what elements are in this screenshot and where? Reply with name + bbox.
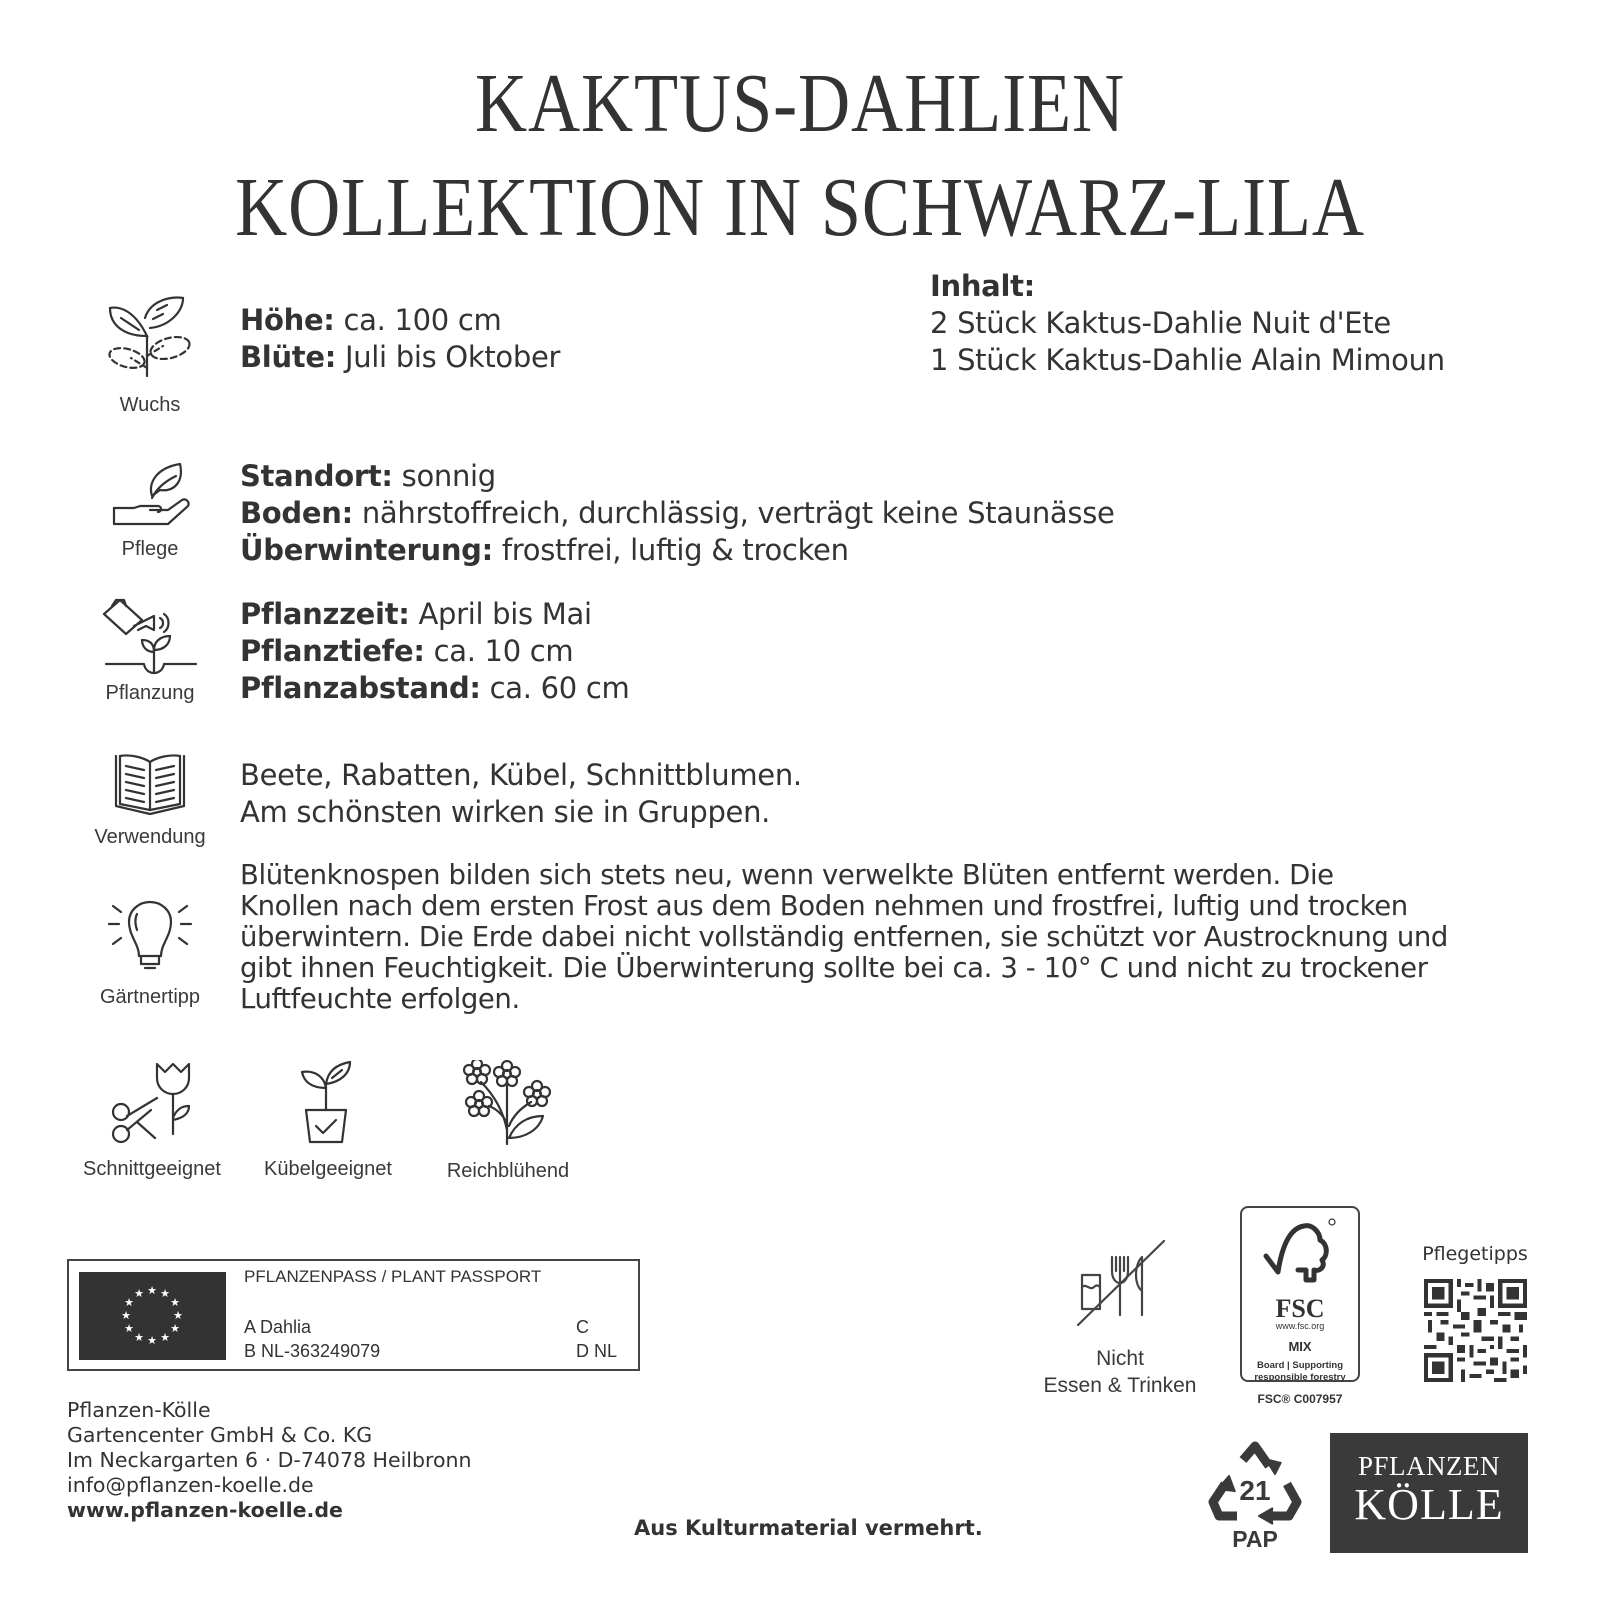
contents-heading: Inhalt: <box>930 269 1035 303</box>
svg-text:★: ★ <box>170 1296 180 1309</box>
svg-text:21: 21 <box>1239 1475 1271 1506</box>
wuchs-hoehe: Höhe: ca. 100 cm <box>240 303 502 337</box>
plant-growth-icon <box>105 296 195 382</box>
fsc-board: Board | Supporting responsible forestry <box>1254 1360 1346 1383</box>
svg-text:★: ★ <box>160 1331 170 1344</box>
contents-item: 1 Stück Kaktus-Dahlie Alain Mimoun <box>930 343 1445 377</box>
feature-schnittgeeignet <box>62 1060 242 1181</box>
verwendung-line: Am schönsten wirken sie in Gruppen. <box>240 795 771 829</box>
fsc-label <box>1240 1206 1360 1406</box>
svg-text:★: ★ <box>160 1287 170 1300</box>
fsc-code: FSC® C007957 <box>1257 1392 1343 1406</box>
plant-passport-a: A Dahlia <box>244 1317 312 1337</box>
recycling-triangle-icon <box>1207 1440 1303 1526</box>
plant-passport-d: D NL <box>576 1341 618 1361</box>
fsc-word: FSC <box>1275 1294 1325 1323</box>
title-line-2: KOLLEKTION IN SCHWARZ-LILA <box>235 161 1365 254</box>
plant-passport-c: C <box>576 1317 589 1337</box>
pflanzung-text <box>240 596 629 707</box>
open-book-icon <box>110 752 190 816</box>
feature-label: Kübelgeeignet <box>264 1158 392 1180</box>
svg-text:★: ★ <box>124 1296 134 1309</box>
tipp-line: Blütenknospen bilden sich stets neu, wenn verwelkte Blüten entfernt werden. Die <box>240 859 1334 891</box>
pflege-icon-col <box>70 458 230 561</box>
pflege-label: Pflege <box>121 538 179 560</box>
svg-text:★: ★ <box>134 1287 144 1300</box>
wuchs-icon-col <box>70 296 230 417</box>
flower-bouquet-icon <box>463 1060 553 1146</box>
pflanzung-zeit: Pflanzzeit: April bis Mai <box>240 597 592 631</box>
fsc-tree-check-icon <box>1260 1216 1340 1290</box>
brand-logo <box>1330 1433 1528 1553</box>
care-tips-qr <box>1415 1243 1535 1382</box>
fsc-url: www.fsc.org <box>1275 1321 1325 1331</box>
gaertnertipp-label: Gärtnertipp <box>99 986 201 1008</box>
verwendung-text <box>240 757 802 831</box>
tipp-line: überwintern. Die Erde dabei nicht vollständig entfernen, sie schützt vor Austrocknung und <box>240 921 1448 953</box>
email-link[interactable]: info@pflanzen-koelle.de <box>67 1473 314 1497</box>
contents-item: 2 Stück Kaktus-Dahlie Nuit d'Ete <box>930 306 1391 340</box>
qr-code-icon[interactable] <box>1424 1279 1527 1382</box>
gaertnertipp-icon-col <box>70 900 230 1009</box>
pflege-boden: Boden: nährstoffreich, durchlässig, verträgt keine Staunässe <box>240 496 1115 530</box>
wuchs-bluete: Blüte: Juli bis Oktober <box>240 340 561 374</box>
gaertnertipp-text <box>240 860 1540 1015</box>
address-line: Gartencenter GmbH & Co. KG <box>67 1423 373 1447</box>
pflege-ueberwinterung: Überwinterung: frostfrei, luftig & trocken <box>240 533 849 567</box>
plant-passport-b: B NL-363249079 <box>244 1341 381 1361</box>
title-line-1: KAKTUS-DAHLIEN <box>474 57 1126 150</box>
company-address <box>67 1398 472 1523</box>
pflege-standort: Standort: sonnig <box>240 459 496 493</box>
scissors-tulip-icon <box>107 1060 197 1144</box>
pflanzung-tiefe: Pflanztiefe: ca. 10 cm <box>240 634 574 668</box>
svg-text:★: ★ <box>147 1334 157 1347</box>
feature-label: Reichblühend <box>446 1160 570 1182</box>
plant-passport <box>67 1259 640 1371</box>
pflanzung-icon-col <box>70 596 230 705</box>
feature-reichbluehend <box>418 1060 598 1183</box>
hand-leaf-icon <box>108 458 192 530</box>
feature-kuebelgeeignet <box>238 1060 418 1181</box>
wuchs-label: Wuchs <box>119 394 181 416</box>
pflanzung-abstand: Pflanzabstand: ca. 60 cm <box>240 671 630 705</box>
tipp-line: Luftfeuchte erfolgen. <box>240 983 520 1015</box>
no-food-drink-icon <box>1072 1235 1168 1331</box>
address-line: Pflanzen-Kölle <box>67 1398 211 1422</box>
address-line: Im Neckargarten 6 · D-74078 Heilbronn <box>67 1448 472 1472</box>
not-edible-line2: Essen & Trinken <box>1043 1374 1197 1397</box>
svg-text:★: ★ <box>121 1309 131 1322</box>
recycling-symbol <box>1200 1440 1310 1553</box>
recycling-code: PAP <box>1232 1526 1278 1552</box>
svg-text:★: ★ <box>147 1284 157 1297</box>
tipp-line: Knollen nach dem ersten Frost aus dem Boden nehmen und frostfrei, luftig und trocken <box>240 890 1408 922</box>
pflege-text <box>240 458 1115 569</box>
verwendung-label: Verwendung <box>94 826 206 848</box>
brand-logo-top: PFLANZEN <box>1357 1451 1500 1481</box>
svg-text:★: ★ <box>173 1309 183 1322</box>
potted-plant-check-icon <box>298 1060 358 1144</box>
wuchs-text <box>240 302 560 376</box>
brand-logo-bottom: KÖLLE <box>1354 1480 1504 1529</box>
light-bulb-icon <box>105 900 195 972</box>
plant-passport-title: PFLANZENPASS / PLANT PASSPORT <box>244 1267 542 1286</box>
eu-flag-icon <box>79 1272 226 1360</box>
pflanzung-label: Pflanzung <box>105 682 195 704</box>
not-edible-line1: Nicht <box>1096 1347 1144 1370</box>
svg-text:★: ★ <box>170 1322 180 1335</box>
qr-label: Pflegetipps <box>1422 1243 1528 1265</box>
svg-text:★: ★ <box>124 1322 134 1335</box>
verwendung-icon-col <box>70 752 230 849</box>
verwendung-line: Beete, Rabatten, Kübel, Schnittblumen. <box>240 758 802 792</box>
fsc-mix: MIX <box>1288 1339 1312 1354</box>
not-edible-warning <box>1030 1235 1210 1399</box>
feature-label: Schnittgeeignet <box>83 1158 221 1180</box>
watering-can-icon <box>102 596 198 678</box>
svg-text:★: ★ <box>134 1331 144 1344</box>
contents-block <box>930 268 1445 379</box>
website-link[interactable]: www.pflanzen-koelle.de <box>67 1498 343 1522</box>
tipp-line: gibt ihnen Feuchtigkeit. Die Überwinterung sollte bei ca. 3 - 10° C und nicht zu trockener <box>240 952 1428 984</box>
page-title <box>112 52 1488 260</box>
